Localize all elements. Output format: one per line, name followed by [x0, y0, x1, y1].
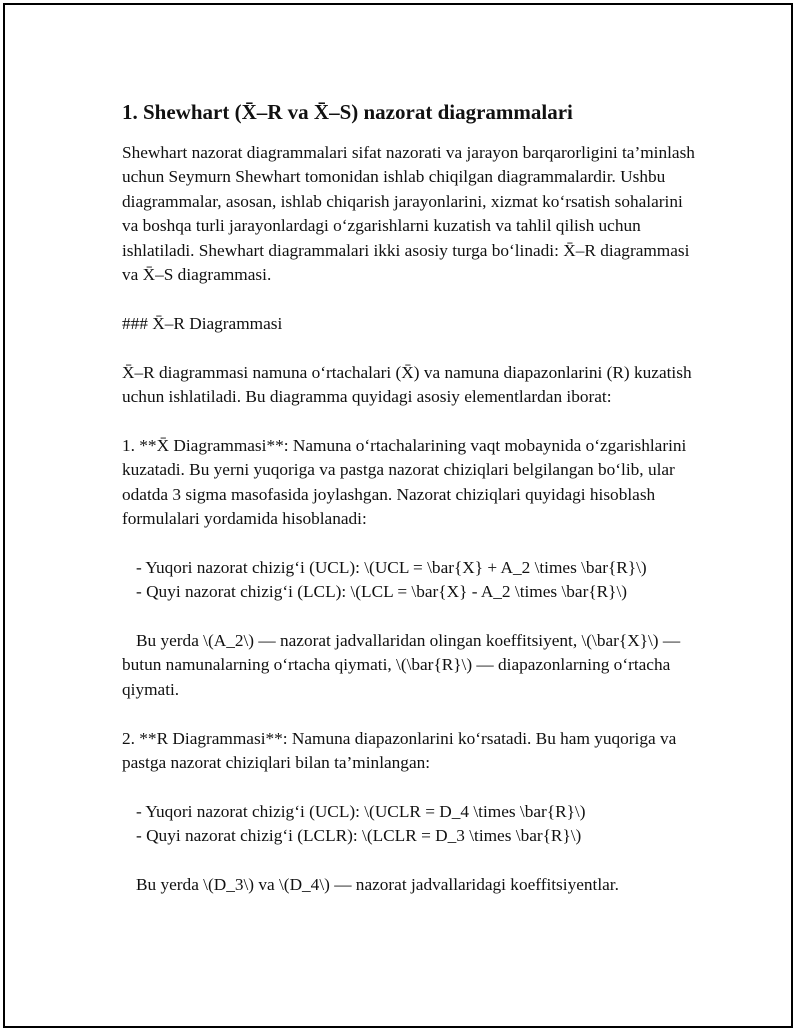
spacer: [122, 336, 702, 360]
formula-ucl-r: - Yuqori nazorat chizigʻi (UCL): \(UCLR = D_4 \times \bar{R}\): [136, 801, 586, 821]
spacer: [122, 605, 702, 629]
spacer: [122, 702, 702, 726]
r-note-paragraph: Bu yerda \(D_3\) va \(D_4\) — nazorat jadvallaridagi koeffitsiyentlar.: [136, 875, 619, 895]
xbar-note-paragraph: Bu yerda \(A_2\) — nazorat jadvallaridan olingan koeffitsiyent, \(\bar{X}\) — butun namunalarning oʻrtacha qiymati, \(\bar{R}\) — diapazonlarning oʻrtacha qiymati.: [122, 631, 681, 699]
formula-ucl-xbar: - Yuqori nazorat chizigʻi (UCL): \(UCL = \bar{X} + A_2 \times \bar{R}\): [136, 557, 647, 577]
formula-lcl-xbar: - Quyi nazorat chizigʻi (LCL): \(LCL = \bar{X} - A_2 \times \bar{R}\): [136, 582, 627, 602]
xr-intro-paragraph: X̄–R diagrammasi namuna oʻrtachalari (X̄) va namuna diapazonlarini (R) kuzatish uchun ishlatiladi. Bu diagramma quyidagi asosiy elementlardan iborat:: [122, 362, 692, 407]
spacer: [122, 849, 702, 873]
intro-paragraph: Shewhart nazorat diagrammalari sifat nazorati va jarayon barqarorligini ta’minlash uchun Seymurn Shewhart tomonidan ishlab chiqilgan diagrammalardir. Ushbu diagrammalar, asosan, ishlab chiqarish jarayonlarini, xizmat koʻrsatish sohalarini va boshqa turli jarayonlardagi oʻzgarishlarni kuzatish va tahlil qilish uchun ishlatiladi. Shewhart diagrammalari ikki asosiy turga boʻlinadi: X̄–R diagrammasi va X̄–S diagrammasi.: [122, 143, 695, 285]
list-item-r: 2. **R Diagrammasi**: Namuna diapazonlarini koʻrsatadi. Bu ham yuqoriga va pastga nazorat chiziqlari bilan ta’minlangan:: [122, 728, 677, 773]
list-item-xbar: 1. **X̄ Diagrammasi**: Namuna oʻrtachalarining vaqt mobaynida oʻzgarishlarini kuzatadi. Bu yerni yuqoriga va pastga nazorat chiziqlari belgilangan boʻlib, ular odatda 3 sigma masofasida joylashgan. Nazorat chiziqlari quyidagi hisoblash formulalari yordamida hisoblanadi:: [122, 435, 687, 529]
spacer: [122, 775, 702, 799]
formula-lcl-r: - Quyi nazorat chizigʻi (LCLR): \(LCLR = D_3 \times \bar{R}\): [136, 826, 582, 846]
spacer: [122, 531, 702, 555]
document-title: 1. Shewhart (X̄–R va X̄–S) nazorat diagrammalari: [122, 100, 573, 124]
document-body: [122, 97, 702, 897]
page-frame: [3, 3, 793, 1028]
spacer: [122, 287, 702, 311]
spacer: [122, 409, 702, 433]
section-subheading: ### X̄–R Diagrammasi: [122, 313, 283, 333]
